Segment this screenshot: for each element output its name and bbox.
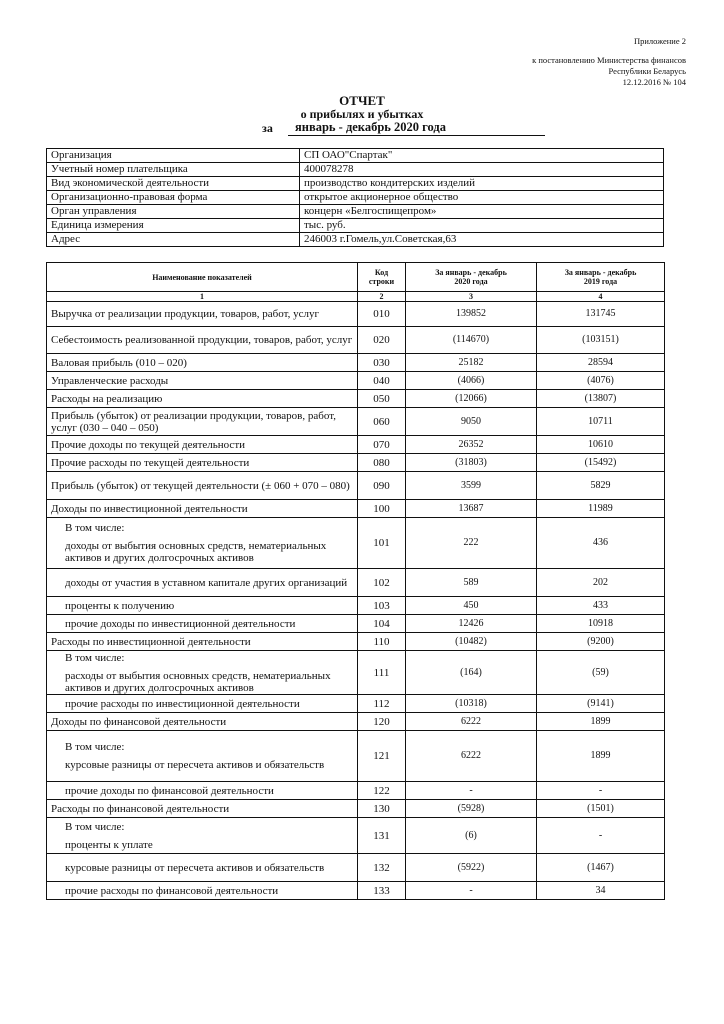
- row-current-value: 589: [406, 569, 537, 597]
- header-name: Наименование показателей: [47, 263, 358, 292]
- row-current-value: (114670): [406, 327, 537, 354]
- row-name: Выручка от реализации продукции, товаров, работ, услуг: [47, 302, 358, 327]
- row-name: [47, 818, 358, 854]
- row-code: 050: [358, 390, 406, 408]
- row-name: Себестоимость реализованной продукции, товаров, работ, услуг: [47, 327, 358, 354]
- info-row: [47, 163, 664, 177]
- row-code: 121: [358, 731, 406, 782]
- row-previous-value: 10918: [537, 615, 665, 633]
- row-code: 101: [358, 518, 406, 569]
- row-code: 104: [358, 615, 406, 633]
- row-name: доходы от участия в уставном капитале других организаций: [47, 569, 358, 597]
- info-row: [47, 149, 664, 163]
- table-row: [47, 327, 665, 354]
- row-name-text: проценты к уплате: [65, 838, 153, 851]
- header-previous-period: За январь - декабрь 2019 года: [537, 263, 665, 292]
- row-code: 120: [358, 713, 406, 731]
- row-previous-value: (59): [537, 651, 665, 695]
- table-row: [47, 436, 665, 454]
- row-current-value: 12426: [406, 615, 537, 633]
- row-name: Прочие доходы по текущей деятельности: [47, 436, 358, 454]
- row-code: 110: [358, 633, 406, 651]
- header-code: Код строки: [358, 263, 406, 292]
- column-number: 1: [47, 292, 358, 302]
- row-current-value: (4066): [406, 372, 537, 390]
- row-current-value: (31803): [406, 454, 537, 472]
- column-numbers-row: [47, 292, 665, 302]
- row-name: [47, 518, 358, 569]
- appendix-line-3: 12.12.2016 № 104: [622, 77, 686, 87]
- table-row: [47, 372, 665, 390]
- organization-info-table: [46, 148, 664, 247]
- row-current-value: (10482): [406, 633, 537, 651]
- appendix-line-1: к постановлению Министерства финансов: [532, 55, 686, 65]
- row-code: 090: [358, 472, 406, 500]
- row-subheading: В том числе:: [65, 651, 125, 664]
- row-code: 080: [358, 454, 406, 472]
- table-row: [47, 882, 665, 900]
- row-previous-value: -: [537, 818, 665, 854]
- row-code: 102: [358, 569, 406, 597]
- table-row: [47, 713, 665, 731]
- row-previous-value: 436: [537, 518, 665, 569]
- header-current-period: За январь - декабрь 2020 года: [406, 263, 537, 292]
- table-row: [47, 454, 665, 472]
- info-value: производство кондитерских изделий: [300, 177, 664, 191]
- row-previous-value: 34: [537, 882, 665, 900]
- row-name-text: расходы от выбытия основных средств, нематериальных активов и других долгосрочных активов: [65, 669, 331, 694]
- row-previous-value: (9141): [537, 695, 665, 713]
- row-code: 133: [358, 882, 406, 900]
- row-name-text: курсовые разницы от пересчета активов и обязательств: [65, 759, 325, 771]
- table-row: [47, 569, 665, 597]
- info-row: [47, 177, 664, 191]
- table-row: [47, 472, 665, 500]
- row-previous-value: 1899: [537, 713, 665, 731]
- row-code: 112: [358, 695, 406, 713]
- row-previous-value: 10711: [537, 408, 665, 436]
- row-name: Валовая прибыль (010 – 020): [47, 354, 358, 372]
- info-label: Вид экономической деятельности: [47, 177, 300, 191]
- row-code: 103: [358, 597, 406, 615]
- row-current-value: 6222: [406, 713, 537, 731]
- row-code: 070: [358, 436, 406, 454]
- row-name: прочие расходы по финансовой деятельности: [47, 882, 358, 900]
- row-previous-value: 433: [537, 597, 665, 615]
- period-for-label: за: [262, 121, 273, 135]
- row-previous-value: (103151): [537, 327, 665, 354]
- row-current-value: (12066): [406, 390, 537, 408]
- row-previous-value: 11989: [537, 500, 665, 518]
- row-code: 100: [358, 500, 406, 518]
- row-name: Доходы по инвестиционной деятельности: [47, 500, 358, 518]
- row-code: 010: [358, 302, 406, 327]
- row-current-value: 13687: [406, 500, 537, 518]
- table-row: [47, 597, 665, 615]
- table-row: [47, 354, 665, 372]
- info-row: [47, 191, 664, 205]
- info-row: [47, 205, 664, 219]
- row-previous-value: (1501): [537, 800, 665, 818]
- info-value: СП ОАО"Спартак": [300, 149, 664, 163]
- row-current-value: (164): [406, 651, 537, 695]
- table-row: [47, 390, 665, 408]
- row-code: 131: [358, 818, 406, 854]
- appendix-line-2: Республики Беларусь: [608, 66, 686, 76]
- column-number: 4: [537, 292, 665, 302]
- row-current-value: (5928): [406, 800, 537, 818]
- info-label: Единица измерения: [47, 219, 300, 233]
- row-name: Расходы по финансовой деятельности: [47, 800, 358, 818]
- table-row: [47, 782, 665, 800]
- row-current-value: -: [406, 782, 537, 800]
- row-previous-value: (4076): [537, 372, 665, 390]
- table-row: [47, 408, 665, 436]
- info-label: Учетный номер плательщика: [47, 163, 300, 177]
- row-code: 132: [358, 854, 406, 882]
- appendix-number: Приложение 2: [634, 36, 686, 46]
- table-row: [47, 615, 665, 633]
- column-number: 3: [406, 292, 537, 302]
- row-subheading: В том числе:: [65, 522, 125, 534]
- row-previous-value: 131745: [537, 302, 665, 327]
- row-name: Прибыль (убыток) от реализации продукции, товаров, работ, услуг (030 – 040 – 050): [47, 408, 358, 436]
- row-current-value: (5922): [406, 854, 537, 882]
- row-name-text: доходы от выбытия основных средств, нематериальных активов и других долгосрочных активов: [65, 540, 327, 564]
- report-subtitle: о прибылях и убытках: [300, 107, 424, 121]
- row-previous-value: 5829: [537, 472, 665, 500]
- info-label: Адрес: [47, 233, 300, 247]
- row-previous-value: 202: [537, 569, 665, 597]
- row-code: 060: [358, 408, 406, 436]
- table-header-row: [47, 263, 665, 292]
- row-name: Управленческие расходы: [47, 372, 358, 390]
- row-previous-value: 10610: [537, 436, 665, 454]
- report-period: январь - декабрь 2020 года: [288, 120, 545, 136]
- table-row: [47, 695, 665, 713]
- info-label: Орган управления: [47, 205, 300, 219]
- row-previous-value: (1467): [537, 854, 665, 882]
- row-name: Расходы по инвестиционной деятельности: [47, 633, 358, 651]
- row-name: проценты к получению: [47, 597, 358, 615]
- row-previous-value: 28594: [537, 354, 665, 372]
- row-current-value: 3599: [406, 472, 537, 500]
- row-previous-value: -: [537, 782, 665, 800]
- row-current-value: 139852: [406, 302, 537, 327]
- info-value: 246003 г.Гомель,ул.Советская,63: [300, 233, 664, 247]
- table-row: [47, 818, 665, 854]
- row-code: 040: [358, 372, 406, 390]
- row-name: [47, 651, 358, 695]
- row-name: курсовые разницы от пересчета активов и обязательств: [47, 854, 358, 882]
- row-name: прочие доходы по финансовой деятельности: [47, 782, 358, 800]
- profit-loss-table: [46, 262, 665, 900]
- row-current-value: 6222: [406, 731, 537, 782]
- row-name: Доходы по финансовой деятельности: [47, 713, 358, 731]
- info-value: 400078278: [300, 163, 664, 177]
- row-name: Прочие расходы по текущей деятельности: [47, 454, 358, 472]
- table-row: [47, 518, 665, 569]
- table-row: [47, 731, 665, 782]
- row-subheading: В том числе:: [65, 820, 125, 833]
- table-row: [47, 651, 665, 695]
- row-previous-value: (15492): [537, 454, 665, 472]
- info-row: [47, 233, 664, 247]
- info-value: тыс. руб.: [300, 219, 664, 233]
- row-subheading: В том числе:: [65, 741, 125, 753]
- row-name: прочие расходы по инвестиционной деятельности: [47, 695, 358, 713]
- row-code: 122: [358, 782, 406, 800]
- row-previous-value: (13807): [537, 390, 665, 408]
- row-previous-value: (9200): [537, 633, 665, 651]
- appendix-decree: [532, 55, 686, 88]
- info-value: концерн «Белгоспищепром»: [300, 205, 664, 219]
- row-previous-value: 1899: [537, 731, 665, 782]
- row-current-value: 222: [406, 518, 537, 569]
- row-code: 020: [358, 327, 406, 354]
- report-title: ОТЧЕТ: [339, 93, 385, 108]
- column-number: 2: [358, 292, 406, 302]
- row-name: прочие доходы по инвестиционной деятельности: [47, 615, 358, 633]
- info-value: открытое акционерное общество: [300, 191, 664, 205]
- row-current-value: 9050: [406, 408, 537, 436]
- info-row: [47, 219, 664, 233]
- row-current-value: 25182: [406, 354, 537, 372]
- table-row: [47, 302, 665, 327]
- table-row: [47, 800, 665, 818]
- info-label: Организация: [47, 149, 300, 163]
- table-row: [47, 854, 665, 882]
- row-current-value: 450: [406, 597, 537, 615]
- row-name: Расходы на реализацию: [47, 390, 358, 408]
- row-name: Прибыль (убыток) от текущей деятельности (± 060 + 070 – 080): [47, 472, 358, 500]
- row-current-value: (6): [406, 818, 537, 854]
- info-label: Организационно-правовая форма: [47, 191, 300, 205]
- table-row: [47, 500, 665, 518]
- row-name: [47, 731, 358, 782]
- row-current-value: (10318): [406, 695, 537, 713]
- row-code: 030: [358, 354, 406, 372]
- row-current-value: 26352: [406, 436, 537, 454]
- row-code: 111: [358, 651, 406, 695]
- row-current-value: -: [406, 882, 537, 900]
- row-code: 130: [358, 800, 406, 818]
- table-row: [47, 633, 665, 651]
